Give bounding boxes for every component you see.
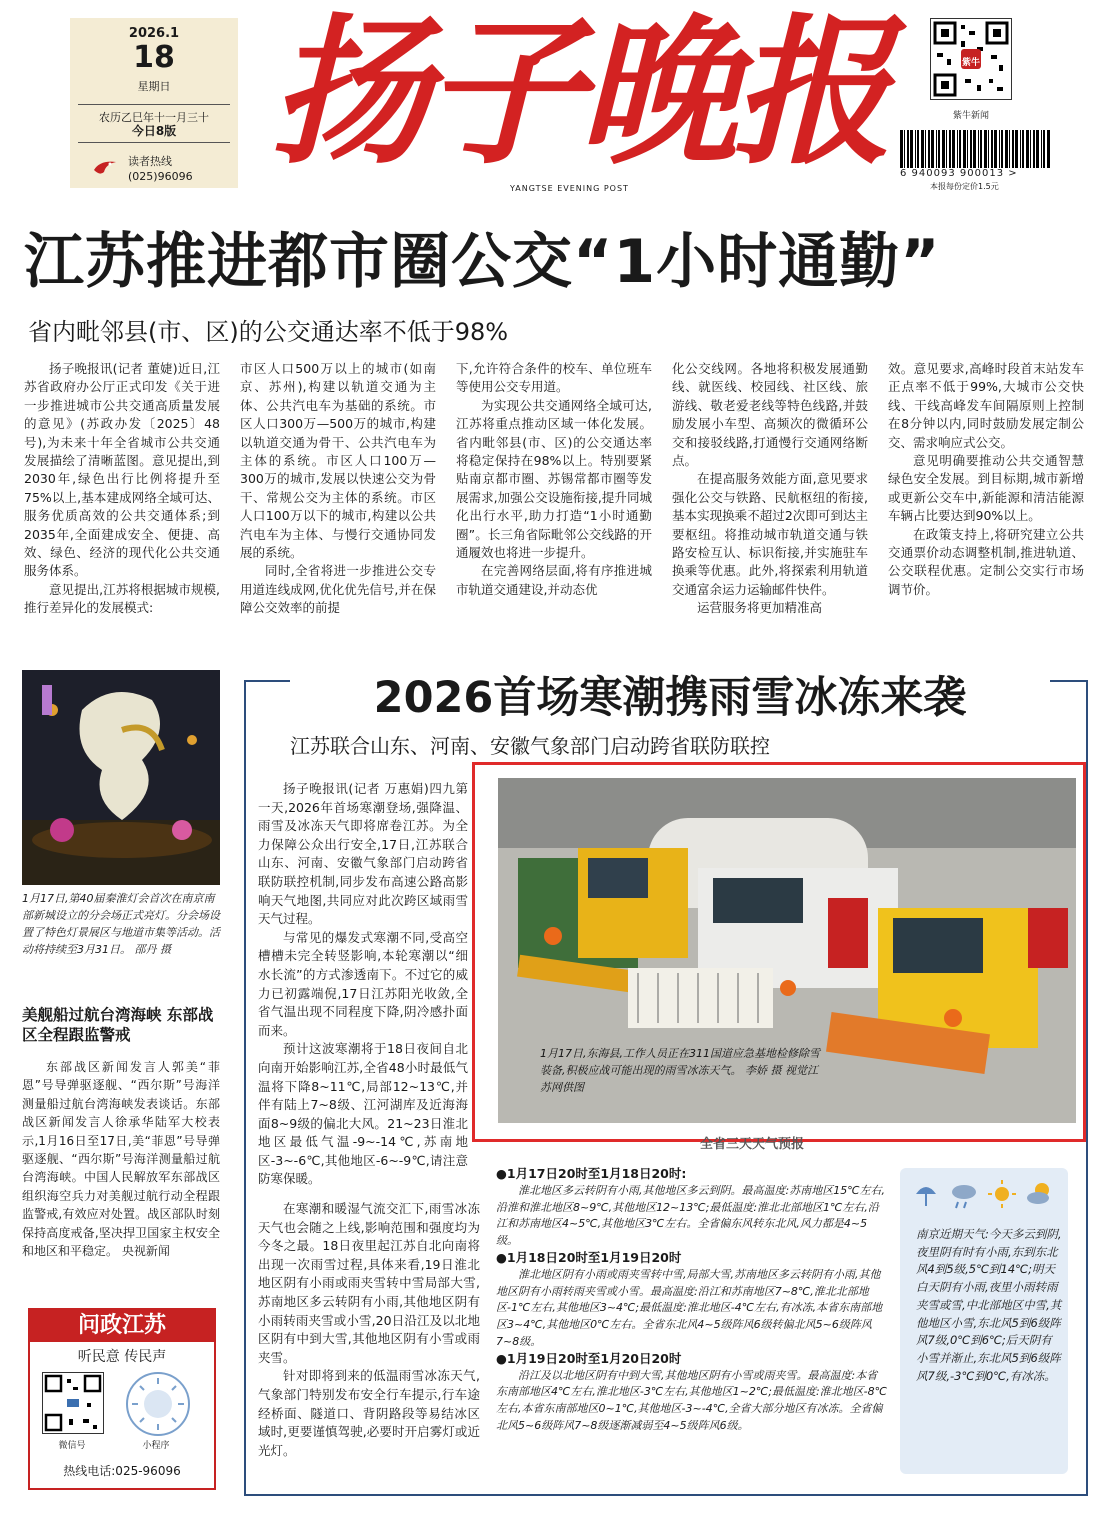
barcode-bar [928, 130, 930, 168]
sun-icon [988, 1180, 1016, 1208]
barcode-bar [938, 130, 940, 168]
forecast-text: 淮北地区阴有小雨或雨夹雪转中雪,局部大雪,苏南地区多云转阴有小雨,其他地区阴有小雨转雨夹雪或小雪。最高温度:沿江和苏南地区7~8℃,淮北北部地区-1℃左右,其他地区3~4℃;最低温度:淮北地区-4℃左右,有冰冻,本省东南部地区3~4℃,其他地区0℃左右。全省东北风4~5级阵风6级转偏北风5~6级阵风7~8级。 [496, 1267, 883, 1348]
hotline-number: (025)96096 [128, 170, 193, 183]
barcode-bar [984, 130, 987, 168]
paragraph: 在寒潮和暖湿气流交汇下,雨雪冰冻天气也会随之上线,影响范围和强度均为今冬之最。18日夜里起江苏自北向南将出现一次雨雪过程,具体来看,19日淮北地区阴有小雨或雨夹雪转中雪局部大雪,苏南地区多云转阴有小雨,其他地区阴有小雨转雨夹雪或小雪,20日沿江及以北地区阴有中到大雪,其他地区阴有小雪或雨夹雪。 [258, 1201, 480, 1365]
barcode-bar [994, 130, 997, 168]
barcode-bar [900, 130, 903, 168]
barcode-bar [980, 130, 982, 168]
barcode-bar [959, 130, 961, 168]
barcode-bar [1015, 130, 1018, 168]
snow-photo-caption: 1月17日,东海县,工作人员正在311国道应急基地检修除雪装备,积极应战可能出现的雨雪冰冻天气。 李娇 摄 视觉江苏网供图 [540, 1047, 820, 1094]
barcode-bar [1022, 130, 1024, 168]
barcode-bar [936, 130, 937, 168]
date-day: 18 [133, 40, 175, 75]
qr-badge: 紫牛 [962, 58, 981, 68]
barcode-bar [973, 130, 976, 168]
barcode-bar [1041, 130, 1042, 168]
lantern-photo-caption: 1月17日,第40届秦淮灯会首次在南京南部新城设立的分会场正式亮灯。分会场设置了特色灯景展区与地道市集等活动。活动将持续至3月31日。 邵丹 摄 [22, 892, 220, 956]
weather-section-label: 全省三天天气预报 [700, 1137, 805, 1152]
barcode-bar [904, 130, 905, 168]
taiwan-strait-story [22, 1058, 220, 1260]
paragraph: 化公交线网。各地将积极发展通勤线、就医线、校园线、社区线、旅游线、敬老爱老线等特色线路,并鼓励发展小车型、高频次的微循环公交和接驳线路,打通慢行交通网络断点。 [672, 361, 868, 469]
lead-subheadline: 省内毗邻县(市、区)的公交通达率不低于98% [28, 318, 509, 346]
mini-program-code[interactable] [126, 1372, 190, 1436]
paragraph: 东部战区新闻发言人郭美“菲恩”号导弹驱逐舰、“西尔斯”号海洋测量船过航台湾海峡发表谈话。东部战区新闻发言人徐承华陆军大校表示,1月16日至17日,美“菲恩”号导弹驱逐舰、“西尔斯”号海洋测量船过航台湾海峡。中国人民解放军东部战区组织海空兵力对美舰过航行动全程跟监警戒,有效应对处置。战区部队时刻保持高度戒备,坚决捍卫国家主权安全和地区和平稳定。 央视新闻 [22, 1060, 220, 1259]
forecast-period: ●1月18日20时至1月19日20时 [496, 1249, 682, 1265]
forecast-text: 沿江及以北地区阴有中到大雪,其他地区阴有小雪或雨夹雪。最高温度:本省东南部地区4℃左右,淮北地区-3℃左右,其他地区1~2℃;最低温度:淮北地区-8℃左右,本省东南部地区0~1℃,其他地区-3~-4℃,全省大部分地区有冰冻。全省偏北风5~6级阵风7~8级逐渐减弱至4~5级阵风6级。 [496, 1368, 887, 1432]
lead-column-5 [888, 360, 1084, 599]
paragraph: 效。意见要求,高峰时段首末站发车正点率不低于99%,大城市公交快线、干线高峰发车间隔原则上控制在8分钟以内,同时鼓励发展定制公交、需求响应式公交。 [888, 361, 1084, 450]
paragraph: 扬子晚报讯(记者 万惠娟)四九第一天,2026年首场寒潮登场,强降温、雨雪及冰冻天气即将席卷江苏。为全力保障公众出行安全,17日,江苏联合山东、河南、安徽气象部门启动跨省联防联控机制,同步发布高速公路高影响天气地图,共同应对此次跨区域雨雪天气过程。 [258, 781, 468, 927]
newspaper-english-name: YANGTSE EVENING POST [510, 184, 629, 193]
paragraph: 意见明确要推动公共交通智慧绿色安全发展。到目标期,城市新增或更新公交车中,新能源和清洁能源车辆占比要达到90%以上。 [888, 453, 1084, 524]
barcode-bar [1009, 130, 1010, 168]
barcode-bar [915, 130, 916, 168]
paragraph: 在完善网络层面,将有序推进城市轨道交通建设,并动态优 [456, 563, 652, 597]
cold-wave-body [258, 780, 468, 1189]
barcode-bar [1012, 130, 1014, 168]
barcode-bar [931, 130, 934, 168]
barcode-bar [1047, 130, 1050, 168]
price-note: 本报每份定价1.5元 [930, 182, 999, 191]
forecast-item [496, 1351, 888, 1435]
paragraph: 下,允许符合条件的校车、单位班车等使用公交专用道。 [456, 361, 652, 395]
barcode-bar [1030, 130, 1031, 168]
cold-wave-subheadline: 江苏联合山东、河南、安徽气象部门启动跨省联防联控 [290, 734, 770, 758]
barcode-bar [907, 130, 909, 168]
forecast-text: 淮北地区多云转阴有小雨,其他地区多云到阴。最高温度:苏南地区15℃左右,沿淮和淮北地区8~9℃,其他地区12~13℃;最低温度:淮北北部地区1℃左右,沿江和苏南地区4~5℃,其他地区3℃左右。全省偏东风转东北风,风力都是4~5级。 [496, 1183, 886, 1248]
barcode-bar [963, 130, 966, 168]
barcode-bar [1005, 130, 1008, 168]
bird-logo-icon [92, 154, 118, 180]
hotline-label: 读者热线 [128, 155, 172, 168]
barcode-bar [942, 130, 945, 168]
wechat-qr-code[interactable] [42, 1372, 104, 1434]
barcode-bar [925, 130, 926, 168]
qr-label: 紫牛新闻 [952, 111, 989, 121]
barcode-bar [917, 130, 919, 168]
date-yearmonth: 2026.1 [128, 26, 180, 41]
barcode-bar [978, 130, 979, 168]
barcode-number: 6 940093 900013 > [900, 168, 1018, 179]
paragraph: 在提高服务效能方面,意见要求强化公交与铁路、民航枢纽的衔接,基本实现换乘不超过2次即可到达主要枢纽。将推动城市轨道交通与铁路安检互认、标识衔接,并实施驻车换乘等优惠。此外,将探索利用轨道交通富余运力运输邮件快件。 [672, 471, 868, 597]
date-lunar: 农历乙巳年十一月三十 [78, 104, 230, 125]
wenzheng-slogan: 听民意 传民声 [77, 1349, 167, 1365]
barcode-bar [1026, 130, 1029, 168]
date-weekday: 星期日 [137, 80, 171, 93]
paragraph: 与常见的爆发式寒潮不同,受高空槽槽未完全转竖影响,本轮寒潮以“细水长流”的方式渗透南下。不过它的威力已初露端倪,17日江苏阳光收敛,全省气温出现不同程度下降,阴冷感扑面而来。 [258, 929, 468, 1038]
cold-wave-body-continued [258, 1200, 480, 1460]
barcode-bar [1043, 130, 1045, 168]
lead-column-1 [24, 360, 220, 618]
forecast-item [496, 1250, 888, 1351]
cloud-rain-icon [952, 1185, 976, 1208]
cold-wave-headline: 2026首场寒潮携雨雪冰冻来袭 [290, 670, 1050, 726]
lead-headline: 江苏推进都市圈公交“1小时通勤” [24, 227, 941, 297]
forecast-item [496, 1166, 888, 1250]
barcode-bar [946, 130, 947, 168]
wechat-label: 微信号 [58, 1441, 86, 1451]
paragraph: 意见提出,江苏将根据城市规模,推行差异化的发展模式: [24, 581, 220, 616]
paragraph: 市区人口500万以上的城市(如南京、苏州),构建以轨道交通为主体、公共汽电车为基础的系统。市区人口300万—500万的城市,构建以轨道交通为骨干、公共汽电车为主体的系统。市区人口100万—300万的城市,发展以快速公交为骨干、常规公交为主体的系统。市区人口100万以下的城市,构建以公共汽电车为主体、与慢行交通协同发展的系统。 [240, 361, 436, 561]
lead-column-2 [240, 360, 436, 618]
paragraph: 针对即将到来的低温雨雪冰冻天气,气象部门特别发布安全行车提示,行车途经桥面、隧道口、背阴路段等易结冰区域时,更要谨慎驾驶,必要时开启雾灯或近光灯。 [258, 1368, 480, 1458]
paragraph: 预计这波寒潮将于18日夜间自北向南开始影响江苏,全省48小时最低气温将下降8~11℃,局部12~13℃,并伴有陆上7~8级、江河湖库及近海海面8~9级的偏北大风。21~23日淮北地区最低气温-9~-14℃,苏南地区-3~-6℃,其他地区-6~-9℃,请注意防寒保暖。 [258, 1041, 468, 1187]
barcode-bar [999, 130, 1000, 168]
forecast-list [496, 1166, 888, 1435]
taiwan-strait-headline: 美舰船过航台湾海峡 东部战区全程跟监警戒 [22, 1006, 214, 1044]
barcode-bar [988, 130, 989, 168]
masthead [250, 0, 900, 200]
qr-code[interactable] [930, 18, 1012, 100]
mini-program-label: 小程序 [142, 1441, 170, 1451]
barcode-bar [921, 130, 924, 168]
barcode-bar [910, 130, 913, 168]
barcode-bar [1001, 130, 1003, 168]
paragraph: 扬子晚报讯(记者 董婕)近日,江苏省政府办公厅正式印发《关于进一步推进城市公共交通高质量发展的意见》(苏政办发〔2025〕48号),为未来十年全省城市公共交通发展描绘了清晰蓝图。意见提出,到2030年,绿色出行比例将提升至75%以上,基本建成网络全域可达、服务优质高效的公共交通体系;到2035年,全面建成安全、便捷、高效、绿色、经济的现代化公共交通服务体系。 [24, 361, 220, 579]
date-box [70, 18, 238, 188]
wenzheng-title: 问政江苏 [30, 1310, 214, 1342]
paragraph: 为实现公共交通网络全域可达,江苏将重点推动区域一体化发展。省内毗邻县(市、区)的公交通达率将稳定保持在98%以上。特别要紧贴南京都市圈、苏锡常都市圈等发展需求,加强公交设施衔接,提升同城化出行水平,助力打造“1小时通勤圈”。长三角省际毗邻公交线路的开通履效也将进一步提升。 [456, 397, 652, 561]
barcode-bar [1020, 130, 1021, 168]
lantern-festival-photo [22, 670, 220, 885]
paragraph: 在政策支持上,将研究建立公共交通票价动态调整机制,推进轨道、公交联程优惠。定制公交实行市场调节价。 [888, 526, 1084, 597]
sun-cloud-icon [1027, 1183, 1049, 1204]
page-count: 今日8版 [78, 122, 230, 143]
barcode-bar [970, 130, 972, 168]
forecast-period: ●1月19日20时至1月20日20时 [496, 1350, 682, 1366]
barcode [900, 130, 1050, 168]
weather-icons-row [912, 1176, 1058, 1216]
umbrella-icon [916, 1187, 936, 1206]
lead-column-3 [456, 360, 652, 599]
newspaper-name: 扬子晚报 [270, 0, 887, 186]
barcode-bar [957, 130, 958, 168]
barcode-bar [991, 130, 993, 168]
forecast-period: ●1月17日20时至1月18日20时: [496, 1166, 687, 1181]
paragraph: 运营服务将更加精准高 [697, 600, 823, 616]
barcode-bar [949, 130, 951, 168]
barcode-bar [1033, 130, 1035, 168]
barcode-bar [967, 130, 968, 168]
wenzheng-jiangsu-box [28, 1308, 216, 1490]
barcode-bar [952, 130, 955, 168]
nanjing-weather-text: 南京近期天气:今天多云到阴,夜里阴有时有小雨,东到东北风4到5级,5℃到14℃;明天白天阴有小雨,夜里小雨转雨夹雪或雪,中北部地区中雪,其他地区小雪,东北风5到6级阵风7级,0℃到6℃;后天阴有小雪并渐止,东北风5到6级阵风7级,-3℃到0℃,有冰冻。 [916, 1227, 1062, 1383]
barcode-bar [1036, 130, 1039, 168]
lead-column-4 [672, 360, 868, 618]
wenzheng-hotline: 热线电话:025-96096 [63, 1464, 181, 1478]
paragraph: 同时,全省将进一步推进公交专用道连线成网,优化优先信号,并在保障公交效率的前提 [240, 563, 436, 616]
